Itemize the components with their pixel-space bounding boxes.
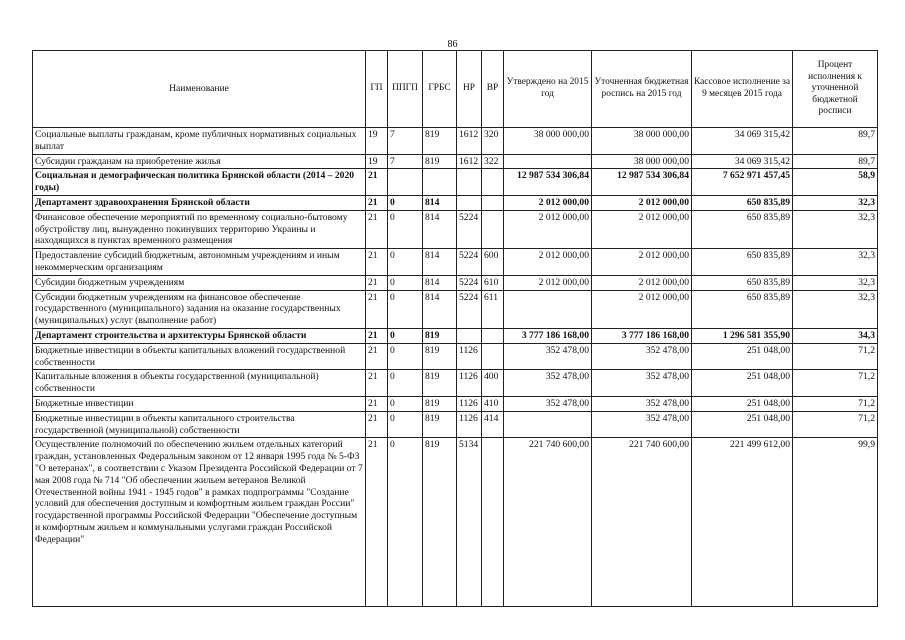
table-row: [33, 343, 878, 370]
cell-nr: 1612: [457, 154, 482, 169]
cell-approved: 352 478,00: [504, 370, 592, 397]
header-name: Наименование: [33, 51, 366, 128]
cell-name: Бюджетные инвестиции в объекты капитальных вложений государственной собственности: [33, 343, 366, 370]
table-header-row: [33, 51, 878, 128]
cell-grbs: 814: [423, 275, 457, 290]
cell-vr: 400: [482, 370, 504, 397]
cell-cash: 1 296 581 355,90: [692, 328, 793, 343]
header-revised: Уточненная бюджетная роспись на 2015 год: [592, 51, 692, 128]
cell-grbs: 819: [423, 411, 457, 438]
cell-nr: [457, 169, 482, 196]
cell-approved: 2 012 000,00: [504, 275, 592, 290]
cell-grbs: 814: [423, 210, 457, 248]
cell-approved: 352 478,00: [504, 343, 592, 370]
cell-gp: 19: [366, 154, 388, 169]
cell-ppgp: 0: [388, 343, 423, 370]
cell-name: Социальные выплаты гражданам, кроме публичных нормативных социальных выплат: [33, 128, 366, 155]
cell-name: Предоставление субсидий бюджетным, автономным учреждениям и иным некоммерческим организациям: [33, 249, 366, 276]
cell-grbs: 814: [423, 249, 457, 276]
cell-grbs: 819: [423, 343, 457, 370]
cell-percent: 71,2: [793, 343, 878, 370]
table-row: [33, 370, 878, 397]
cell-gp: 19: [366, 128, 388, 155]
cell-gp: 21: [366, 249, 388, 276]
cell-nr: [457, 328, 482, 343]
cell-revised: 3 777 186 168,00: [592, 328, 692, 343]
cell-cash: 34 069 315,42: [692, 128, 793, 155]
cell-ppgp: 0: [388, 370, 423, 397]
header-gp: ГП: [366, 51, 388, 128]
budget-table: [32, 50, 878, 607]
cell-cash: 251 048,00: [692, 411, 793, 438]
cell-gp: 21: [366, 290, 388, 328]
cell-revised: 2 012 000,00: [592, 249, 692, 276]
table-row: [33, 438, 878, 607]
cell-ppgp: [388, 169, 423, 196]
cell-ppgp: 0: [388, 249, 423, 276]
cell-ppgp: 0: [388, 411, 423, 438]
cell-grbs: [423, 169, 457, 196]
cell-percent: 32,3: [793, 275, 878, 290]
cell-name: Социальная и демографическая политика Брянской области (2014 – 2020 годы): [33, 169, 366, 196]
cell-revised: 38 000 000,00: [592, 128, 692, 155]
cell-grbs: 819: [423, 396, 457, 411]
cell-cash: 251 048,00: [692, 396, 793, 411]
cell-name: Департамент строительства и архитектуры Брянской области: [33, 328, 366, 343]
cell-revised: 12 987 534 306,84: [592, 169, 692, 196]
cell-percent: 99,9: [793, 438, 878, 607]
cell-approved: [504, 411, 592, 438]
cell-nr: 1126: [457, 343, 482, 370]
cell-vr: 414: [482, 411, 504, 438]
cell-percent: 71,2: [793, 396, 878, 411]
cell-nr: 1126: [457, 396, 482, 411]
cell-percent: 32,3: [793, 210, 878, 248]
cell-nr: 1126: [457, 411, 482, 438]
cell-cash: 650 835,89: [692, 249, 793, 276]
cell-grbs: 819: [423, 154, 457, 169]
cell-approved: 12 987 534 306,84: [504, 169, 592, 196]
cell-name: Субсидии бюджетным учреждениям: [33, 275, 366, 290]
cell-vr: [482, 169, 504, 196]
cell-nr: 5134: [457, 438, 482, 607]
table-row: [33, 210, 878, 248]
header-grbs: ГРБС: [423, 51, 457, 128]
cell-gp: 21: [366, 438, 388, 607]
cell-grbs: 814: [423, 290, 457, 328]
cell-name: Субсидии гражданам на приобретение жилья: [33, 154, 366, 169]
cell-grbs: 819: [423, 370, 457, 397]
cell-vr: [482, 328, 504, 343]
cell-vr: 322: [482, 154, 504, 169]
cell-approved: 3 777 186 168,00: [504, 328, 592, 343]
cell-cash: 34 069 315,42: [692, 154, 793, 169]
cell-revised: 352 478,00: [592, 411, 692, 438]
cell-vr: 610: [482, 275, 504, 290]
cell-ppgp: 0: [388, 328, 423, 343]
cell-ppgp: 0: [388, 290, 423, 328]
header-approved: Утверждено на 2015 год: [504, 51, 592, 128]
cell-ppgp: 7: [388, 154, 423, 169]
cell-approved: 38 000 000,00: [504, 128, 592, 155]
cell-ppgp: 0: [388, 396, 423, 411]
cell-gp: 21: [366, 275, 388, 290]
page-number: 86: [447, 39, 458, 50]
table-row: [33, 275, 878, 290]
table-row: [33, 411, 878, 438]
cell-percent: 34,3: [793, 328, 878, 343]
cell-grbs: 819: [423, 438, 457, 607]
cell-cash: 251 048,00: [692, 343, 793, 370]
cell-revised: 352 478,00: [592, 343, 692, 370]
cell-revised: 2 012 000,00: [592, 210, 692, 248]
cell-name: Департамент здравоохранения Брянской области: [33, 195, 366, 210]
cell-vr: 611: [482, 290, 504, 328]
cell-ppgp: 0: [388, 210, 423, 248]
cell-nr: 1126: [457, 370, 482, 397]
cell-cash: 650 835,89: [692, 290, 793, 328]
cell-nr: 5224: [457, 275, 482, 290]
cell-name: Осуществление полномочий по обеспечению жильем отдельных категорий граждан, установленных Федеральным законом от 12 января 1995 года № 5-ФЗ "О ветеранах", в соответствии с Указом Президента Российской Федерации от 7 мая 2008 года № 714 "Об обеспечении жильем ветеранов Великой Отечественной войны 1941 - 1945 годов" в рамках подпрограммы "Создание условий для обеспечения доступным и комфортным жильем граждан России" государственной программы Российской Федерации "Обеспечение доступным и комфортным жильем и коммунальными услугами граждан Российской Федерации": [33, 438, 366, 607]
cell-grbs: 814: [423, 195, 457, 210]
cell-revised: 2 012 000,00: [592, 275, 692, 290]
header-vr: ВР: [482, 51, 504, 128]
cell-approved: [504, 290, 592, 328]
cell-name: Финансовое обеспечение мероприятий по временному социально-бытовому обустройству лиц, вынужденно покинувших территорию Украины и находящихся в пунктах временного размещения: [33, 210, 366, 248]
cell-vr: 600: [482, 249, 504, 276]
cell-gp: 21: [366, 411, 388, 438]
cell-approved: 2 012 000,00: [504, 210, 592, 248]
cell-percent: 58,9: [793, 169, 878, 196]
cell-revised: 221 740 600,00: [592, 438, 692, 607]
cell-cash: 251 048,00: [692, 370, 793, 397]
cell-revised: 352 478,00: [592, 396, 692, 411]
table-row: [33, 128, 878, 155]
table-row: [33, 290, 878, 328]
cell-name: Капитальные вложения в объекты государственной (муниципальной) собственности: [33, 370, 366, 397]
header-cash: Кассовое исполнение за 9 месяцев 2015 года: [692, 51, 793, 128]
cell-name: Бюджетные инвестиции: [33, 396, 366, 411]
cell-grbs: 819: [423, 128, 457, 155]
cell-gp: 21: [366, 370, 388, 397]
cell-percent: 32,3: [793, 195, 878, 210]
cell-ppgp: 0: [388, 195, 423, 210]
cell-approved: 2 012 000,00: [504, 249, 592, 276]
cell-ppgp: 7: [388, 128, 423, 155]
cell-gp: 21: [366, 343, 388, 370]
cell-vr: [482, 210, 504, 248]
cell-revised: 2 012 000,00: [592, 290, 692, 328]
cell-vr: [482, 343, 504, 370]
cell-gp: 21: [366, 195, 388, 210]
cell-nr: 1612: [457, 128, 482, 155]
cell-ppgp: 0: [388, 438, 423, 607]
cell-nr: 5224: [457, 210, 482, 248]
cell-nr: [457, 195, 482, 210]
cell-approved: 221 740 600,00: [504, 438, 592, 607]
cell-gp: 21: [366, 328, 388, 343]
cell-gp: 21: [366, 169, 388, 196]
cell-percent: 71,2: [793, 370, 878, 397]
table-row: [33, 154, 878, 169]
cell-name: Бюджетные инвестиции в объекты капитального строительства государственной (муниципальной) собственности: [33, 411, 366, 438]
cell-gp: 21: [366, 210, 388, 248]
table-row: [33, 328, 878, 343]
cell-cash: 650 835,89: [692, 195, 793, 210]
cell-name: Субсидии бюджетным учреждениям на финансовое обеспечение государственного (муниципального) задания на оказание государственных (муниципальных) услуг (выполнение работ): [33, 290, 366, 328]
cell-vr: [482, 438, 504, 607]
cell-vr: [482, 195, 504, 210]
cell-revised: 2 012 000,00: [592, 195, 692, 210]
cell-approved: 352 478,00: [504, 396, 592, 411]
cell-nr: 5224: [457, 249, 482, 276]
table-row: [33, 195, 878, 210]
cell-grbs: 819: [423, 328, 457, 343]
cell-percent: 89,7: [793, 154, 878, 169]
cell-gp: 21: [366, 396, 388, 411]
cell-vr: 320: [482, 128, 504, 155]
cell-approved: [504, 154, 592, 169]
table-row: [33, 249, 878, 276]
cell-cash: 650 835,89: [692, 210, 793, 248]
table-body: [33, 128, 878, 607]
cell-percent: 89,7: [793, 128, 878, 155]
header-nr: НР: [457, 51, 482, 128]
cell-cash: 7 652 971 457,45: [692, 169, 793, 196]
cell-vr: 410: [482, 396, 504, 411]
header-ppgp: ППГП: [388, 51, 423, 128]
cell-revised: 352 478,00: [592, 370, 692, 397]
cell-nr: 5224: [457, 290, 482, 328]
cell-cash: 650 835,89: [692, 275, 793, 290]
table-row: [33, 169, 878, 196]
cell-revised: 38 000 000,00: [592, 154, 692, 169]
cell-percent: 32,3: [793, 290, 878, 328]
cell-ppgp: 0: [388, 275, 423, 290]
cell-approved: 2 012 000,00: [504, 195, 592, 210]
table-row: [33, 396, 878, 411]
cell-percent: 71,2: [793, 411, 878, 438]
cell-percent: 32,3: [793, 249, 878, 276]
header-percent: Процент исполнения к уточненной бюджетной росписи: [793, 51, 878, 128]
cell-cash: 221 499 612,00: [692, 438, 793, 607]
